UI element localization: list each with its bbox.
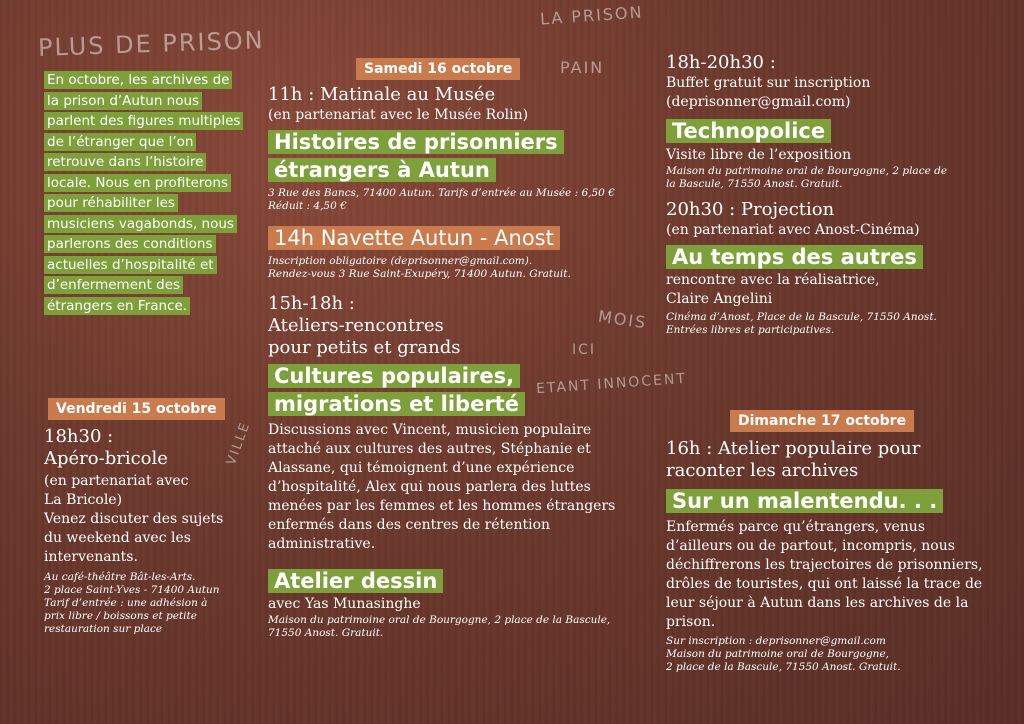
saturday-e1-info: 3 Rue des Bancs, 71400 Autun. Tarifs d’entrée au Musée : 6,50 € Réduit : 4,50 € <box>268 187 615 213</box>
saturday-e7-title-wrap <box>666 244 996 272</box>
sunday-date-badge: Dimanche 17 octobre <box>730 410 914 432</box>
saturday-e3-title: Cultures populaires, migrations et liberté <box>268 364 525 416</box>
saturday-e3-desc: Discussions avec Vincent, musicien populaire attaché aux cultures des autres, Stéphanie et Alassane, qui témoignent d’une expérience d’hospitalité, Alex qui nous parlera des luttes menées par les femmes et les hommes étrangers enfermés dans des centres de rétention administrative. <box>268 421 616 552</box>
graffiti-mois: MOIS <box>596 306 649 333</box>
saturday-e5-time: 18h-20h30 : <box>666 52 776 73</box>
intro-text <box>44 70 244 316</box>
saturday-e3-time: 15h-18h : <box>268 293 355 315</box>
saturday-date-badge: Samedi 16 octobre <box>356 58 520 80</box>
saturday-e3-title-wrap <box>268 363 648 418</box>
saturday-e4-title: Atelier dessin <box>268 569 443 593</box>
intro-paragraph: En octobre, les archives de la prison d’Autun nous parlent des figures multiples de l’étranger que l’on retrouve dans l’histoire locale. Nous en profiterons pour réhabiliter les musiciens vagabonds, nous parlerons des conditions actuelles d’hospitalité et d’enfermement des étrangers en France. <box>44 71 243 315</box>
friday-partner: (en partenariat avec La Bricole) <box>44 473 189 508</box>
graffiti-etant-innocent: ETANT INNOCENT <box>535 370 688 398</box>
saturday-e2-title: 14h Navette Autun - Anost <box>268 226 560 250</box>
saturday-e6-title-wrap <box>666 118 996 146</box>
saturday-e1-title-wrap <box>268 129 648 184</box>
sunday-time: 16h : Atelier populaire pour raconter les archives <box>666 438 921 481</box>
sunday-title: Sur un malentendu. . . <box>666 489 943 513</box>
graffiti-ville: VILLE <box>223 419 254 468</box>
sunday-info: Sur inscription : deprisonner@gmail.com Maison du patrimoine oral de Bourgogne, 2 place de la Bascule, 71550 Anost. Gratuit. <box>666 634 901 673</box>
saturday-e2-info: Inscription obligatoire (deprisonner@gmail.com). Rendez-vous 3 Rue Saint-Exupéry, 71400 Autun. Gratuit. <box>268 255 571 281</box>
friday-title: Apéro-bricole <box>44 448 168 469</box>
friday-info: Au café-théâtre Bât-les-Arts. 2 place Saint-Yves - 71400 Autun Tarif d’entrée : une adhésion à prix libre / boissons et petite restauration sur place <box>44 571 220 635</box>
saturday-evening-section <box>666 52 996 337</box>
saturday-e6-sub: Visite libre de l’exposition <box>666 146 852 163</box>
graffiti-plus-de-prison: PLUS DE PRISON <box>37 26 266 62</box>
saturday-section <box>268 58 648 640</box>
saturday-e1-time: 11h : Matinale au Musée <box>268 84 496 105</box>
saturday-e1-title: Histoires de prisonniers étrangers à Autun <box>268 130 564 182</box>
saturday-e1-partner: (en partenariat avec le Musée Rolin) <box>268 107 529 123</box>
saturday-e4-info: Maison du patrimoine oral de Bourgogne, 2 place de la Bascule, 71550 Anost. Gratuit. <box>268 614 611 640</box>
saturday-e7-sub: rencontre avec la réalisatrice, Claire Angelini <box>666 272 880 308</box>
sunday-section <box>666 410 996 674</box>
saturday-e6-title: Technopolice <box>666 119 831 143</box>
friday-section <box>44 398 244 636</box>
saturday-e6-info: Maison du patrimoine oral de Bourgogne, 2 place de la Bascule, 71550 Anost. Gratuit. <box>666 164 948 190</box>
saturday-e7-partner: (en partenariat avec Anost-Cinéma) <box>666 221 920 238</box>
saturday-e7-title: Au temps des autres <box>666 245 923 269</box>
saturday-e4-sub: avec Yas Munasinghe <box>268 596 421 613</box>
saturday-e7-time: 20h30 : Projection <box>666 198 835 220</box>
sunday-desc: Enfermés parce qu’étrangers, venus d’ailleurs ou de partout, incompris, nous déchiffrerons les trajectoires de prisonniers, drôles de touristes, qui ont laissé la trace de leur séjour à Autun dans les archives de la prison. <box>666 518 983 630</box>
friday-desc: Venez discuter des sujets du weekend avec les intervenants. <box>44 511 224 565</box>
sunday-title-wrap <box>666 488 996 516</box>
friday-date-badge: Vendredi 15 octobre <box>48 398 225 420</box>
saturday-e4-title-wrap <box>268 568 648 596</box>
graffiti-ici: ICI <box>572 342 597 358</box>
saturday-e5-desc: Buffet gratuit sur inscription (deprisonner@gmail.com) <box>666 75 871 110</box>
friday-time: 18h30 : <box>44 426 114 447</box>
saturday-e3-subtitle: Ateliers-rencontres pour petits et grands <box>268 315 461 359</box>
saturday-e7-info: Cinéma d’Anost, Place de la Bascule, 71550 Anost. Entrées libres et participatives. <box>666 311 937 337</box>
saturday-e2-title-wrap <box>268 225 648 253</box>
graffiti-la-prison: LA PRISON <box>539 2 645 29</box>
graffiti-pain: PAIN <box>560 58 605 77</box>
